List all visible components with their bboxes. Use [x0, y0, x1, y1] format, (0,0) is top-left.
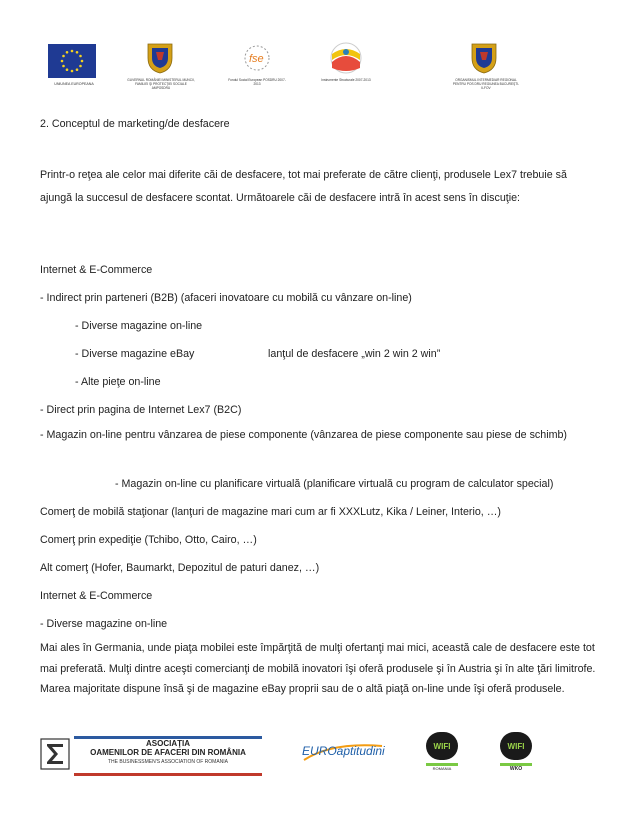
list-item: Comerţ de mobilă staţionar (lanţuri de magazine mari cum ar fi XXXLutz, Kika / Leiner, Interio, …) — [40, 506, 501, 518]
fse-logo — [240, 42, 274, 79]
list-item: - Diverse magazine eBay — [75, 348, 195, 360]
assoc-line-3: THE BUSINESSMEN'S ASSOCIATION OF ROMANIA — [107, 759, 229, 765]
wifi-badge: WIFI — [426, 732, 458, 760]
wifi-wko-logo — [500, 732, 532, 772]
list-item: Internet & E-Commerce — [40, 264, 153, 276]
wifi-badge: WIFI — [500, 732, 532, 760]
structural-instruments-caption: Instrumente Structurale 2007-2013 — [321, 78, 371, 82]
assoc-line-1: ASOCIAŢIA — [146, 739, 190, 748]
section-title: 2. Conceptul de marketing/de desfacere — [40, 118, 230, 130]
footer-logos — [40, 732, 600, 776]
eu-caption: UNIUNEA EUROPEANA — [54, 82, 94, 86]
euroaptitudini-text: EUROaptitudini — [302, 744, 385, 758]
list-item: - Direct prin pagina de Internet Lex7 (B2C) — [40, 404, 242, 416]
wifi-romania-caption: ROMANIA — [432, 766, 452, 771]
structural-instruments-logo — [328, 40, 364, 81]
svg-text:fse: fse — [249, 53, 264, 65]
list-item: lanţul de desfacere „win 2 win 2 win” — [268, 348, 441, 360]
list-item: - Diverse magazine on-line — [75, 320, 203, 332]
wifi-romania-logo — [426, 732, 458, 771]
eu-flag-logo — [48, 44, 96, 78]
list-item: - Diverse magazine on-line — [40, 618, 168, 630]
sigma-icon — [40, 738, 70, 770]
list-item: Internet & E-Commerce — [40, 590, 153, 602]
intermediate-body-coat-of-arms-logo — [470, 40, 498, 79]
list-item: Alt comerţ (Hofer, Baumarkt, Depozitul de paturi danez, …) — [40, 562, 320, 574]
gov-caption: GUVERNUL ROMÂNIEI MINISTERUL MUNCII, FAMILIEI ŞI PROTECŢIEI SOCIALE AMPOSDRU — [127, 78, 195, 90]
assoc-line-2: OAMENILOR DE AFACERI DIN ROMÂNIA — [90, 748, 246, 757]
list-item: - Magazin on-line cu planificare virtuală (planificare virtuală cu program de calculator special) — [115, 478, 554, 490]
romania-coat-of-arms-logo — [146, 40, 174, 79]
euroaptitudini-logo — [302, 744, 385, 758]
list-item: - Indirect prin parteneri (B2B) (afaceri inovatoare cu mobilă cu vânzare on-line) — [40, 292, 412, 304]
business-association-logo — [40, 736, 262, 774]
fse-caption: Fondul Social European POSDRU 2007-2013 — [228, 78, 286, 86]
list-item: - Alte pieţe on-line — [75, 376, 161, 388]
list-item: - Magazin on-line pentru vânzarea de piese componente (vânzarea de piese componente sau piese de schimb) — [40, 429, 567, 441]
intro-paragraph: Printr-o reţea ale celor mai diferite căi de desfacere, tot mai preferate de către clienţi, produsele Lex7 trebuie să ajungă la succesul de desfacere scontat. Următoarele căi de desfacere intră în acest sens în discuţie: — [40, 169, 567, 204]
list-item: Comerţ prin expediţie (Tchibo, Otto, Cairo, …) — [40, 534, 257, 546]
intermediate-body-caption: ORGANISMUL INTERMEDIAR REGIONAL PENTRU POS DRU REGIUNEA BUCUREŞTI-ILFOV — [452, 78, 520, 90]
header-logos — [40, 38, 600, 104]
wko-caption: WKO — [509, 766, 523, 772]
closing-paragraph: Mai ales în Germania, unde piaţa mobilei este împărţită de mulţi ofertanţi mai mici, această cale de desfacere este tot mai preferată. Mulţi dintre aceşti comercianţi de mobilă inovatori îşi oferă produsele şi în Austria şi în alte ţări limitrofe. Marea majoritate dispune însă şi de magazine eBay proprii sau de o altă piaţă on-line unde îşi oferă produsele. — [40, 642, 596, 695]
